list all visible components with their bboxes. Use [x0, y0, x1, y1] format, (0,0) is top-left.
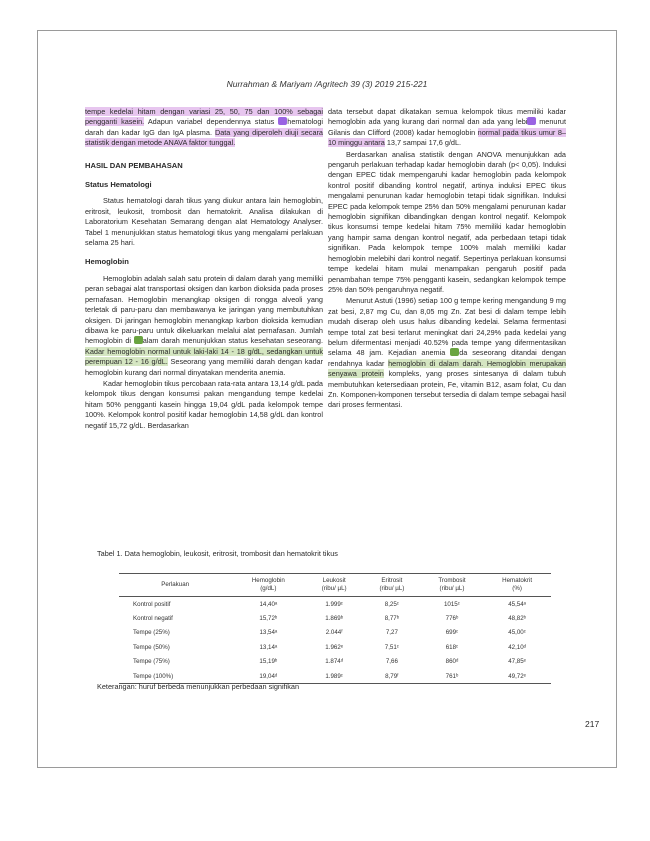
table-row — [119, 655, 551, 669]
table-cell: 42,10ᵈ — [508, 643, 527, 651]
column-header: Trombosit (ribu/ µL) — [421, 574, 483, 597]
page-number: 217 — [585, 719, 600, 729]
paragraph: Hemoglobin adalah salah satu protein di dalam darah yang memiliki peran sebagai alat transportasi oksigen dan karbon dioksida pada proses pernafasan. Hemoglobin menangkap oksigen di rongga alveoli yang terletak di paru-paru dan membawanya ke jaringan yang membutuhkan oksigen. Di jaringan hemoglobin menangkap karbon dioksida kemudian dibawa ke paru-paru untuk dikeluarkan melalui alat pernafasan. Jumlah hemoglobin di alam darah menunjukkan status kesehatan seseorang. Kadar hemoglobin normal untuk laki-laki 14 - 18 g/dL, sedangkan untuk perempuan 12 - 16 g/dL. Seseorang yang memiliki darah dengan kadar hemoglobin kurang dari normal dinyatakan menderita anemia. — [85, 273, 323, 377]
table-cell: Tempe (25%) — [133, 629, 170, 637]
highlight: Data yang diperoleh diuji secara statistik dengan metode ANAVA faktor tunggal. — [85, 127, 323, 148]
table-cell: Tempe (50%) — [133, 643, 170, 651]
table-cell: 860ᵈ — [445, 658, 459, 666]
column-header: Eritrosit (ribu/ µL) — [363, 574, 421, 597]
table-cell: 49,72ᵉ — [483, 669, 551, 684]
table-cell: 45,54ᵃ — [508, 600, 526, 608]
table-cell: 48,82ᵇ — [508, 615, 527, 623]
table-cell: Tempe (75%) — [133, 658, 170, 666]
paragraph: Berdasarkan analisa statistik dengan ANOVA menunjukkan ada pengaruh perlakuan terhadap kadar hemoglobin darah (p< 0,05). Induksi dengan EPEC tidak mempengaruhi kadar hemoglobin pada kelompok kontrol positif dibanding kontrol negatif, artinya induksi EPEC tikus mengalami penurunan kadar hemoglobin tetapi tidak signifikan. Induksi EPEC pada kelompok tempe 25% dan 50% mengalami penurunan kadar hemoglobin signifikan dibandingkan dengan kontrol negatif. Kelompok tikus konsumsi tempe kedelai hitam 75% memiliki kadar hemoglobin yang hampir sama dengan kontrol negatif, ada perbedaan tetapi tidak signifikan. Pada kelompok tempe 100% malah memiliki kadar hemoglobin melebihi dari kontrol negatif. Sepertinya perlakuan konsumsi tempe kedelai hitam mulai menampakan pengaruh positif pada penambahan tempe 75% pengganti kasein, sedangkan kelompok tempe 25% dan 50% pengaruhnya negatif. — [328, 149, 566, 294]
highlight: tempe kedelai hitam dengan variasi 25, 50, 75 dan 100% sebagai pengganti kasein. — [85, 107, 323, 127]
annotation-marker-icon[interactable] — [278, 117, 287, 125]
table-cell: 13,14ᵃ — [259, 643, 278, 651]
table-cell: 15,72ᵇ — [259, 615, 278, 623]
table-row — [119, 626, 551, 640]
paragraph: Status hematologi darah tikus yang diukur antara lain hemoglobin, eritrosit, leukosit, trombosit dan hematokrit. Analisa dilakukan di Laboratorium Kesehatan Semarang dengan alat Hematology Analyser. Tabel 1 menunjukkan status hematologi tikus yang mengalami perlakuan selama 25 hari. — [85, 196, 323, 248]
table-cell: 15,19ᵇ — [259, 658, 278, 666]
table-cell: 1.999ᶜ — [325, 600, 344, 608]
table-cell: 761ᵇ — [421, 669, 483, 684]
column-header: Hemoglobin (g/dL) — [231, 574, 305, 597]
highlight: hemoglobin di dalam darah. Hemoglobin merupakan senyawa protein — [328, 358, 566, 379]
paragraph: tempe kedelai hitam dengan variasi 25, 50, 75 dan 100% sebagai pengganti kasein. Adapun variabel dependennya status hematologi darah dan kadar IgG dan IgA plasma. Data yang diperoleh diuji secara statistik dengan metode ANAVA faktor tunggal. — [85, 107, 323, 148]
data-table — [119, 573, 551, 684]
subsection-title: Hemoglobin — [85, 257, 129, 267]
column-header: Leukosit (ribu/ µL) — [305, 574, 363, 597]
table-cell: 618ᶜ — [445, 643, 459, 651]
column-header: Hematokrit (%) — [483, 574, 551, 597]
table-cell: 8,79ᶠ — [363, 669, 421, 684]
paragraph: Menurut Astuti (1996) setiap 100 g tempe kering mengandung 9 mg zat besi, 2,87 mg Cu, dan 8,05 mg Zn. Zat besi di dalam tempe lebih mudah diserap oleh usus halus dibanding kedelai. Selama fermentasi tempe total zat besi terlarut meningkat dari 24,29% pada kedelai yang belum difermentasi menjadi 40.52% pada tempe yang difermentasikan selama 48 jam. Kejadian anemia da seseorang ditandai dengan rendahnya kadar hemoglobin di dalam darah. Hemoglobin merupakan senyawa protein kompleks, yang proses sintesanya di dalam tubuh membutuhkan ketersediaan protein, Fe, vitamin B12, asam folat, Cu dan Zn. Komponen-komponen tersebut tersedia di dalam tempe sebagai hasil dari proses fermentasi. — [328, 296, 566, 410]
table-cell: 699ᶜ — [445, 629, 459, 637]
table-cell: 13,54ᵃ — [259, 629, 278, 637]
running-header: Nurrahman & Mariyam /Agritech 39 (3) 2019 215-221 — [226, 79, 428, 89]
table-cell: 2.044ᶠ — [325, 629, 343, 637]
right-column — [328, 107, 566, 412]
table-cell: 1.989ᶜ — [305, 669, 363, 684]
highlight: normal pada tikus umur 8–10 minggu antara — [328, 127, 566, 148]
table-cell: 776ᵇ — [445, 615, 459, 623]
table-row — [119, 611, 551, 625]
table-caption: Tabel 1. Data hemoglobin, leukosit, eritrosit, trombosit dan hematokrit tikus — [97, 549, 338, 558]
left-column — [85, 107, 323, 432]
paragraph: Kadar hemoglobin tikus percobaan rata-rata antara 13,14 g/dL pada kelompok tikus dengan konsumsi pakan mengandung tempe kedelai hitam 50% pengganti kasein hingga 19,04 g/dL pada kelompok tempe 100%. Kelompok kontrol positif kadar hemoglobin 14,58 g/dL dan kontrol negatif 15,72 g/dL. Berdasarkan — [85, 378, 323, 430]
table-row — [119, 597, 551, 612]
table-cell: 19,04ᵈ — [231, 669, 305, 684]
table-cell: 8,25ᶜ — [384, 600, 399, 608]
column-header: Perlakuan — [119, 574, 231, 597]
table-note: Keterangan: huruf berbeda menunjukkan perbedaan signifikan — [97, 682, 300, 691]
table-cell: 7,51ᶜ — [384, 643, 399, 651]
table-cell: 1015ᶜ — [443, 600, 460, 608]
paper-page — [37, 30, 617, 768]
table-cell: 47,85ᵉ — [508, 658, 526, 666]
table-cell: 14,40ᵃ — [259, 600, 278, 608]
table-cell: 7,66 — [385, 658, 398, 666]
table-cell: 1.962ᵉ — [325, 643, 344, 651]
table-cell: 1.874ᵈ — [325, 658, 344, 666]
section-title: HASIL DAN PEMBAHASAN — [85, 160, 183, 170]
table-row — [119, 640, 551, 654]
table-cell: 1.869ᵇ — [325, 615, 344, 623]
annotation-marker-icon[interactable] — [450, 348, 459, 356]
table-cell: 45,00ᶜ — [508, 629, 526, 637]
table-cell: Tempe (100%) — [119, 669, 231, 684]
paragraph: data tersebut dapat dikatakan semua kelompok tikus memiliki kadar hemoglobin ada yang kurang dari normal dan ada yang lebi menurut Gilanis dan Clifford (2008) kadar hemoglobin normal pada tikus umur 8–10 minggu antara 13,7 sampai 17,6 g/dL. — [328, 107, 566, 148]
highlight: Kadar hemoglobin normal untuk laki-laki 14 - 18 g/dL, sedangkan untuk perempuan 12 - 16 g/dL. — [85, 346, 323, 367]
table-header-row — [119, 574, 551, 597]
table-cell: Kontrol positif — [133, 600, 171, 608]
table-cell: 8,77ᵇ — [384, 615, 400, 623]
table-cell: Kontrol negatif — [133, 615, 173, 623]
table-cell: 7,27 — [385, 629, 398, 637]
annotation-marker-icon[interactable] — [134, 336, 143, 344]
subsection-title: Status Hematologi — [85, 180, 152, 190]
